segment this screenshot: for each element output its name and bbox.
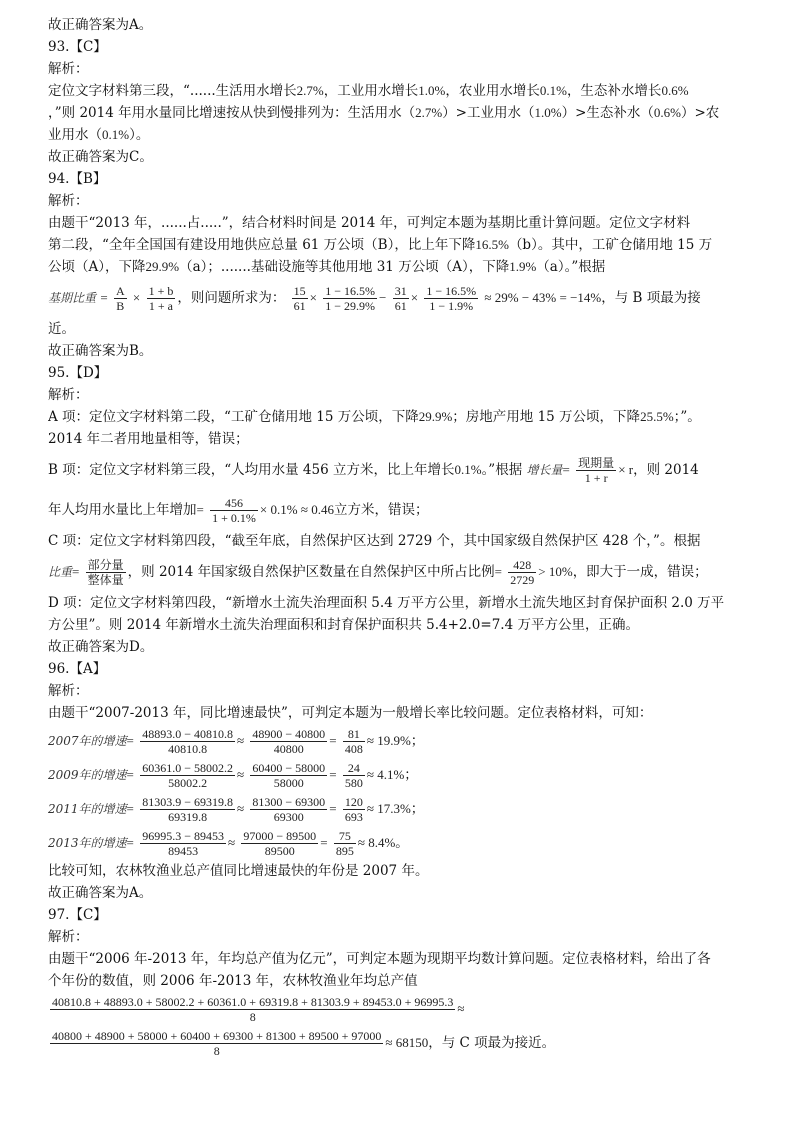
heading-95: 95.【D】 [48,365,108,381]
analysis-label-95: 解析： [48,387,89,403]
paragraph-96-line2: 比较可知，农林牧渔业总产值同比增速最快的年份是 2007 年。 [48,863,429,879]
paragraph-95-b-line2: 年人均用水量比上年增加= $\frac{456}{1 + 0.1\%}$ × 0.1% ≈ 0.46立方米，错误； [48,496,429,525]
paragraph-95-b-line1: B 项：定位文字材料第三段，“人均用水量 456 立方米，比上年增长0.1%。”根据 增长量= $\frac{\text{现期量}}{1 + r}$ × r，则 2014 [48,456,699,485]
paragraph-95-a-line1: A 项：定位文字材料第二段，“工矿仓储用地 15 万公顷，下降29.9%；房地产用地 15 万公顷，下降25.5%；”。 [48,409,701,425]
answer-92: 故正确答案为A。 [48,17,153,33]
heading-94: 94.【B】 [48,171,107,187]
paragraph-95-a-line2: 2014 年二者用地量相等，错误； [48,431,249,447]
paragraph-93-line1: 定位文字材料第三段，“......生活用水增长2.7%，工业用水增长1.0%，农业用水增长0.1%，生态补水增长0.6% [48,83,689,99]
paragraph-95-d-line1: D 项：定位文字材料第四段，“新增水土流失治理面积 5.4 万平方公里，新增水土流失地区封育保护面积 2.0 万平 [48,595,725,611]
paragraph-97-line2: 个年份的数值，则 2006 年-2013 年，农林牧渔业年均总产值 [48,973,418,989]
paragraph-95-d-line2: 方公里”。则 2014 年新增水土流失治理面积和封育保护面积共 5.4+2.0=7.4 万平方公里，正确。 [48,617,639,633]
paragraph-95-c-line2: 比重= $\frac{\text{部分量}}{\text{整体量}}$ ，则 2014 年国家级自然保护区数量在自然保护区中所占比例= $\frac{428}{2729}$ > 10%，即大于一成，错误； [48,558,708,587]
analysis-label-96: 解析： [48,683,89,699]
paragraph-93-line3: 业用水（0.1%）。 [48,127,150,143]
heading-93: 93.【C】 [48,39,107,55]
heading-97: 97.【C】 [48,907,107,923]
paragraph-96-line1: 由题干“2007-2013 年，同比增速最快”，可判定本题为一般增长率比较问题。定位表格材料，可知： [48,705,653,721]
document-page [48,14,758,1060]
average-formula-1: 40810.8 + 48893.0 + 58002.2 + 60361.0 + 69319.8 + 81303.9 + 89453.0 + 96995.3 8 ≈ [52,995,465,1024]
paragraph-97-line1: 由题干“2006 年-2013 年，年均总产值为亿元”，可判定本题为现期平均数计算问题。定位表格材料，给出了各 [48,951,711,967]
paragraph-95-c-line1: C 项：定位文字材料第四段，“截至年底，自然保护区达到 2729 个，其中国家级自然保护区 428 个，”。根据 [48,533,701,549]
growth-formula-2009: 2009年的增速= $\frac{60361.0 - 58002.2}{58002.2}$ ≈ $\frac{60400 - 58000}{58000}$ = $\frac{24}{580}$ ≈ 4.1%； [48,761,418,790]
heading-96: 96.【A】 [48,661,107,677]
paragraph-93-line2: ，”则 2014 年用水量同比增速按从快到慢排列为：生活用水（2.7%）>工业用水（1.0%）>生态补水（0.6%）>农 [48,105,720,121]
answer-94: 故正确答案为B。 [48,343,153,359]
formula-94: 基期比重 = $\frac{A}{B}$ × $\frac{1 + b}{1 + a}$ ，则问题所求为： $\frac{15}{61}$ × $\frac{1 - 16.5\%}{1 - 29.9\%}$ − $\frac{31}{61}$ × $\frac{1 - 16.5\%}{1 - 1.9\%}$ ≈ 29% − 43% = −14%，与 B 项最为接 [48,284,701,313]
paragraph-94-line5: 近。 [48,321,75,337]
paragraph-94-line3: 公顷（A），下降29.9%（a）；.......基础设施等其他用地 31 万公顷（A），下降1.9%（a）。”根据 [48,259,606,275]
growth-formula-2011: 2011年的增速= $\frac{81303.9 - 69319.8}{69319.8}$ ≈ $\frac{81300 - 69300}{69300}$ = $\frac{120}{693}$ ≈ 17.3%； [48,795,425,824]
analysis-label-93: 解析： [48,61,89,77]
paragraph-94-line2: 第二段，“全年全国国有建设用地供应总量 61 万公顷（B），比上年下降16.5%（b）。其中，工矿仓储用地 15 万 [48,237,713,253]
analysis-label-94: 解析： [48,193,89,209]
answer-96: 故正确答案为A。 [48,885,153,901]
growth-formula-2013: 2013年的增速= $\frac{96995.3 - 89453}{89453}$ ≈ $\frac{97000 - 89500}{89500}$ = $\frac{75}{895}$ ≈ 8.4%。 [48,829,409,858]
answer-93: 故正确答案为C。 [48,149,153,165]
growth-formula-2007: 2007年的增速= $\frac{48893.0 - 40810.8}{40810.8}$ ≈ $\frac{48900 - 40800}{40800}$ = $\frac{81}{408}$ ≈ 19.9%； [48,727,425,756]
answer-95: 故正确答案为D。 [48,639,154,655]
analysis-label-97: 解析： [48,929,89,945]
paragraph-94-line1: 由题干“2013 年，......占.....”，结合材料时间是 2014 年，可判定本题为基期比重计算问题。定位文字材料 [48,215,691,231]
average-formula-2: 40800 + 48900 + 58000 + 60400 + 69300 + 81300 + 89500 + 97000 8 ≈ 68150，与 C 项最为接近。 [52,1029,556,1058]
